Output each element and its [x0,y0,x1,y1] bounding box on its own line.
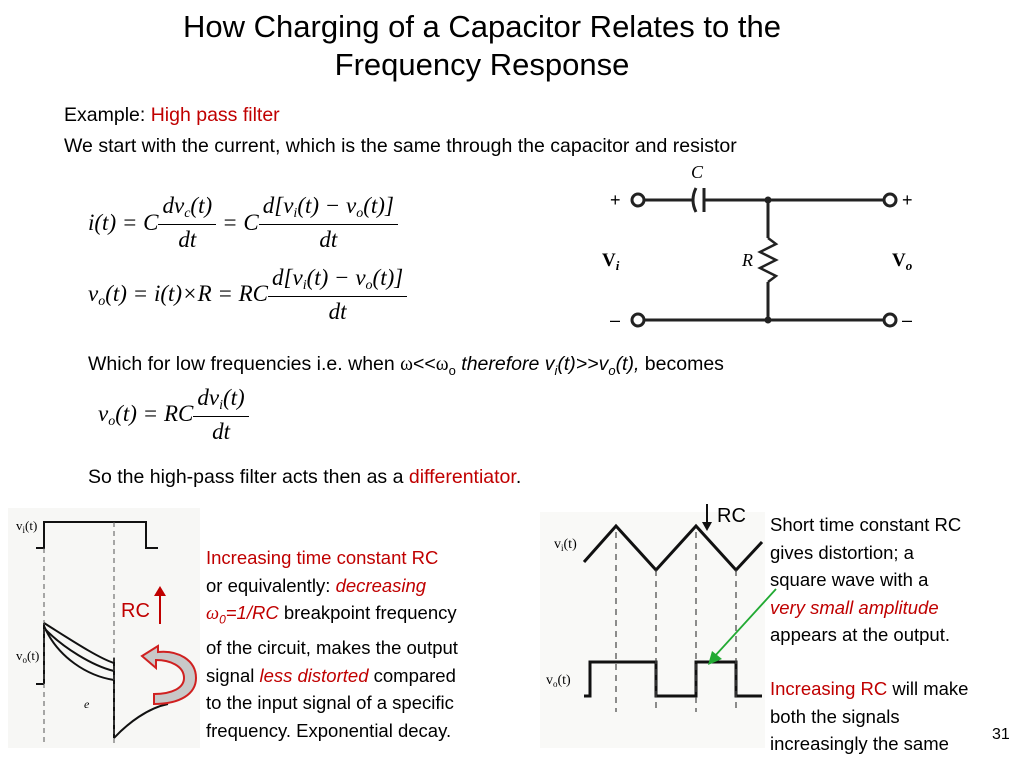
terminal-in-bottom [632,314,644,326]
in-plus: + [610,190,621,210]
equation-2 [88,265,407,325]
rc-up-arrow-icon [150,586,170,626]
terminal-out-bottom [884,314,896,326]
eq2-fraction: $\frac{d[v_i(t) - v_o(t)]}{dt}$ [268,265,407,325]
resistor-zigzag [760,238,776,282]
equation-1 [88,193,398,253]
right-vi-label: $v_i(t)$ [554,537,577,553]
capacitor-label: C [691,162,704,182]
left-explanation: Increasing time constant RC or equivalently: decreasing $\omega_0=1/RC$ breakpoint frequency of the circuit, makes the output signal less distorted compared to the input signal of a specific frequency. Exponential decay. [206,547,458,741]
example-highlight: High pass filter [150,104,280,126]
exp-label: e [84,697,90,711]
eq2-lhs: $v_o(t) = i(t)\times R$ = RC [88,280,269,309]
curved-arrow-icon [140,638,198,708]
example-line [64,103,280,127]
title-line-1: How Charging of a Capacitor Relates to the [183,9,781,44]
out-plus: + [902,190,913,210]
right-rc-label: RC [717,505,746,527]
long-rc-waveforms [8,508,200,748]
green-pointer-arrow-icon [700,585,780,670]
left-vi-label: $v_i(t)$ [16,518,38,535]
differentiator-statement: So the high-pass filter acts then as a differentiator. [88,466,522,488]
eq1-fraction-1: $\frac{dv_c(t)}{dt}$ [158,193,216,253]
capacitor-curved-plate [693,188,696,212]
scan-background [8,508,200,748]
high-pass-circuit-diagram [596,160,926,332]
out-minus: – [902,310,913,330]
terminal-in-top [632,194,644,206]
title-line-2: Frequency Response [334,47,630,82]
right-vo-label: $v_o(t)$ [546,673,571,689]
slide-title [0,8,964,84]
left-vo-label: $v_o(t)$ [16,648,40,665]
terminal-out-top [884,194,896,206]
page-number: 31 [992,726,1010,743]
eq1-lhs: i(t) = C [88,210,159,235]
rc-down-arrow-icon [699,502,715,532]
low-frequency-statement: Which for low frequencies i.e. when $\omega<<\omega_o$ therefore $v_i(t)>>v_o(t)$, becomes [88,353,724,378]
left-rc-label: RC [121,600,150,622]
intro-text: We start with the current, which is the same through the capacitor and resistor [64,135,737,157]
equation-3 [98,385,249,445]
in-minus: – [610,310,621,330]
eq1-mid: = C [222,210,259,235]
right-explanation-2: Increasing RC will make both the signals increasingly the same [770,678,969,754]
right-explanation-1: Short time constant RC gives distortion; a square wave with a very small amplitude appears at the output. [770,514,962,645]
eq3-fraction: $\frac{dv_i(t)}{dt}$ [193,385,248,445]
example-prefix: Example: [64,104,151,126]
junction-top [765,197,772,204]
vin-label: $V_i$ [602,250,620,273]
vout-label: $V_o$ [892,250,913,273]
resistor-label: R [742,250,753,270]
eq3-lhs: $v_o(t)$ = RC [98,400,194,429]
junction-bottom [765,317,772,324]
eq1-fraction-2: $\frac{d[v_i(t) - v_o(t)]}{dt}$ [259,193,398,253]
